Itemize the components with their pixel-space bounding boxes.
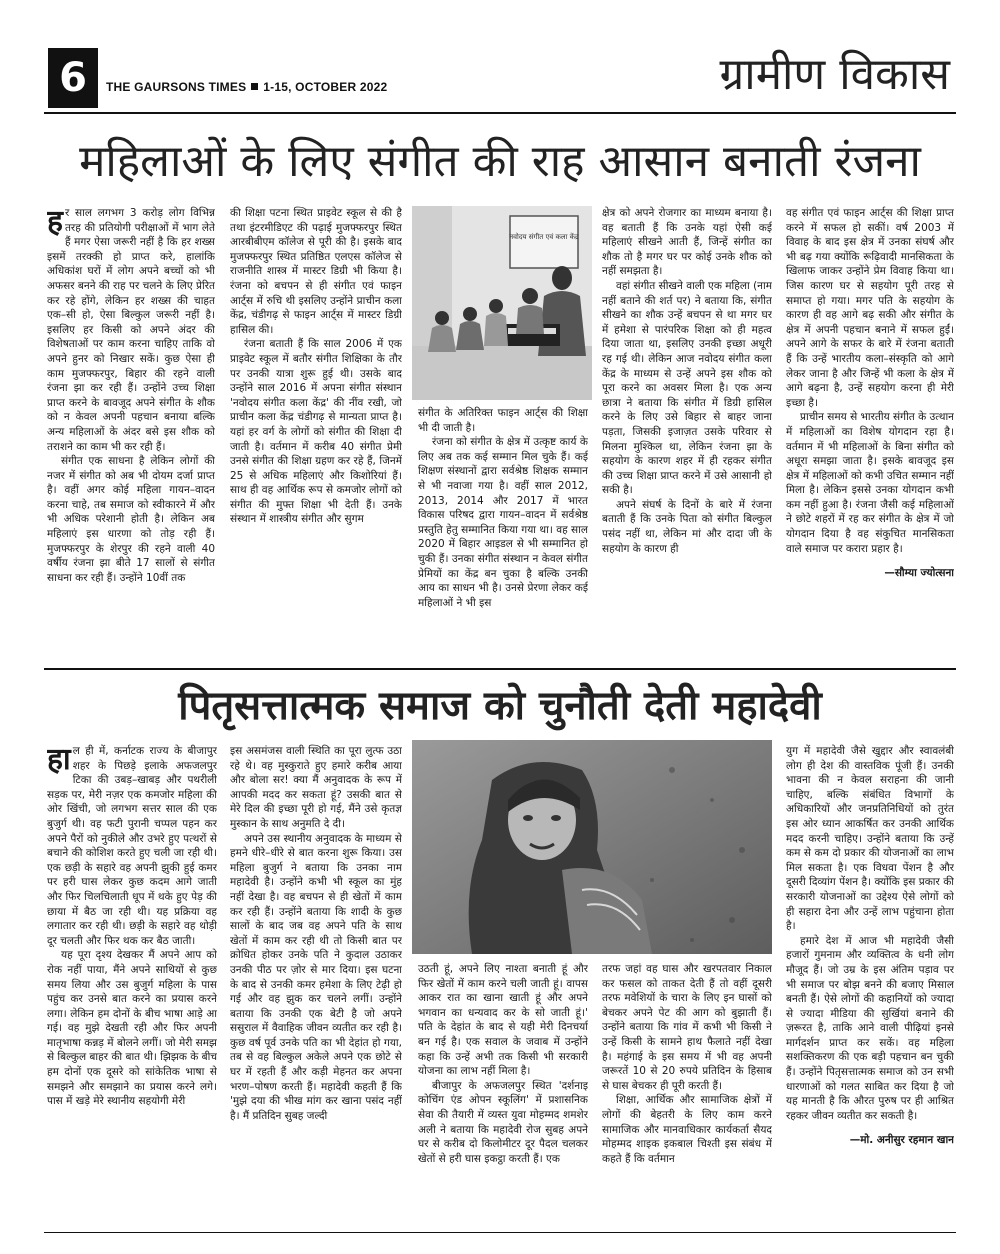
article2-paragraph: तरफ जहां वह घास और खरपतवार निकाल कर फसल को ताकत देती हैं तो वहीं दूसरी तरफ मवेशियों के चारा के लिए इन घासों को बेचकर अपने पेट की आग को बुझाती हैं। उन्होंने बताया कि गांव में कभी भी किसी ने उन्हें किसी के सामने हाथ फैलाते नहीं देखा है। महंगाई के इस समय में भी वह अपनी जरूरतें 10 से 20 रुपये प्रतिदिन के हिसाब से घास बेचकर ही पूरी करती हैं। xyxy=(602,963,772,1092)
bottom-rule xyxy=(44,1232,956,1233)
article1-paragraph: संगीत के अतिरिक्त फाइन आर्ट्स की शिक्षा भी दी जाती है। xyxy=(418,407,588,434)
article2-paragraph: अपने उस स्थानीय अनुवादक के माध्यम से हमने धीरे–धीरे से बात करना शुरू किया। उस महिला बुजुर्ग ने बताया कि उनका नाम महादेवी है। उन्होंने कभी भी स्कूल का मुंह नहीं देखा है। वह बचपन से ही खेतों में काम कर रही हैं। उन्होंने बताया कि शादी के कुछ सालों के बाद जब वह अपने पति के साथ खेतों में काम कर रही थी तो किसी बात पर क्रोधित होकर उनके पति ने कुदाल उठाकर उनकी पीठ पर ज़ोर से मार दिया। इस घटना के बाद से उनकी कमर हमेशा के लिए टेढ़ी हो गई और वह झुक कर चलने लगीं। उन्होंने बताया कि उनकी एक बेटी है जो अपने ससुराल में वैवाहिक जीवन व्यतीत कर रही है। कुछ वर्ष पूर्व उनके पति का भी देहांत हो गया, तब से वह बिल्कुल अकेले अपने एक छोटे से घर में रहती हैं और कड़ी मेहनत कर अपना भरण–पोषण करती हैं। महादेवी कहती हैं कि 'मुझे दया की भीख मांग कर खाना पसंद नहीं है। मैं प्रतिदिन सुबह जल्दी xyxy=(230,832,402,1122)
article1-paragraph: संगीत एक साधना है लेकिन लोगों की नजर में संगीत को अब भी दोयम दर्जा प्राप्त है। वहीं अगर कोई महिला गायन–वादन करना चाहे, तब समाज को स्वीकारने में और भी अधिक परेशानी होती है। लेकिन अब महिलाएं इस धारणा को तोड़ रही हैं। मुजफ्फरपुर के शेरपुर की रहने वाली 40 वर्षीय रंजना झा बीते 17 सालों से संगीत साधना कर रही हैं। उन्होंने 10वीं तक xyxy=(47,455,215,584)
article2-paragraph: इस असमंजस वाली स्थिति का पूरा लुत्फ उठा रहे थे। वह मुस्कुराते हुए हमारे करीब आया और बोला सर! क्या मैं अनुवादक के रूप में आपकी मदद कर सकता हूं? उसकी बात से मेरे दिल की इच्छा पूरी हो गई, मैंने उसे कृतज्ञ मुस्कान के साथ अनुमति दे दी। xyxy=(230,745,402,830)
article1-column-5 xyxy=(786,206,954,658)
separator-square-icon xyxy=(251,83,258,90)
article2-column-2 xyxy=(230,744,402,1226)
article1-dropcap: ह xyxy=(47,206,63,239)
masthead xyxy=(44,46,956,110)
article2-dropcap: हा xyxy=(47,744,71,777)
article2-paragraph: उठती हूं, अपने लिए नाश्ता बनाती हूं और फिर खेतों में काम करने चली जाती हूं। वापस आकर रात का खाना खाती हूं और अपने भगवान का धन्यवाद कर के सो जाती हूं।' पति के देहांत के बाद से यही मेरी दिनचर्या बन गई है। एक सवाल के जवाब में उन्होंने कहा कि उन्हें अभी तक किसी भी सरकारी योजना का लाभ नहीं मिला है। xyxy=(418,963,588,1078)
music-class-photo xyxy=(412,206,592,400)
article2-column-5 xyxy=(786,744,954,1226)
section-title: ग्रामीण विकास xyxy=(719,49,950,100)
article2-paragraph: यह पूरा दृश्य देखकर मैं अपने आप को रोक नहीं पाया, मैंने अपने साथियों से कुछ समय लिया और उस बुजुर्ग महिला के पास पहुंच कर उनसे बात करने का प्रयास करने लगा। लेकिन हम दोनों के बीच भाषा आड़े आ गई। वह मुझे देखती रही और फिर अपनी मातृभाषा कन्नड़ में बोलने लगीं। जो मेरी समझ से बिल्कुल बाहर की बात थी। झिझक के बीच हम दोनों एक दूसरे को सांकेतिक भाषा से समझने और समझाने का प्रयास करने लगे। पास में खड़े मेरे स्थानीय सहयोगी मेरी xyxy=(47,949,217,1108)
article1-paragraph: अपने संघर्ष के दिनों के बारे में रंजना बताती हैं कि उनके पिता को संगीत बिल्कुल पसंद नहीं था, लेकिन मां और दादा जी के सहयोग के कारण ही xyxy=(602,498,772,555)
article1-column-3 xyxy=(418,406,588,658)
article2-paragraph: युग में महादेवी जैसे खुद्दार और स्वावलंबी लोग ही देश की वास्तविक पूंजी हैं। उनकी भावना की न केवल सराहना की जानी चाहिए, बल्कि संबंधित विभागों के अधिकारियों और जनप्रतिनिधियों को तुरंत इस ओर ध्यान आकर्षित कर उनकी आर्थिक मदद करनी चाहिए। उन्होंने बताया कि उन्हें कम से कम दो प्रकार की योजनाओं का लाभ मिल सकता है। एक विधवा पेंशन है और दूसरी दिव्यांग पेंशन है। क्योंकि इस प्रकार की सरकारी योजनाओं का उद्देश्य ऐसे लोगों को ही सहारा देना और उन्हें लाभ पहुंचाना होता है। xyxy=(786,745,954,933)
article1-paragraph: वहां संगीत सीखने वाली एक महिला (नाम नहीं बताने की शर्त पर) ने बताया कि, संगीत सीखने का शौक उन्हें बचपन से था मगर घर में हमेशा से पारंपरिक शिक्षा को ही महत्व दिया जाता था, इसलिए उनकी इच्छा अधूरी रह गई थी। लेकिन आज नवोदय संगीत कला केंद्र के माध्यम से उन्हें अपने इस शौक को पूरा करने का अवसर मिला है। एक अन्य छात्रा ने बताया कि संगीत में डिग्री हासिल करने के लिए उसे बिहार से बाहर जाना पड़ता, जिसकी इजाज़त उसके परिवार से मिलना मुश्किल था, लेकिन रंजना झा के सहयोग के कारण शहर में ही रहकर संगीत की उच्च शिक्षा प्राप्त करने में उसे आसानी हो सकी है। xyxy=(602,279,772,497)
article1-paragraph: प्राचीन समय से भारतीय संगीत के उत्थान में महिलाओं का विशेष योगदान रहा है। वर्तमान में भी महिलाओं के बिना संगीत को अधूरा समझा जाता है। इसके बावजूद इस क्षेत्र में महिलाओं को कभी उचित सम्मान नहीं मिला है। लेकिन इससे उनका योगदान कभी कम नहीं हुआ है। रंजना जैसी कई महिलाओं ने छोटे शहरों में रह कर संगीत के क्षेत्र में जो योगदान दिया है वह संकुचित मानसिकता वाले समाज पर करारा प्रहार है। xyxy=(786,411,954,555)
article2-paragraph: हाल ही में, कर्नाटक राज्य के बीजापुर शहर के पिछड़े इलाके अफजलपुर टिका की उबड़–खाबड़ और पथरीली सड़क पर, मेरी नज़र एक कमजोर महिला की ओर खिंची, जो लगभग सत्तर साल की एक बुजुर्ग थी। वह फटी पुरानी चप्पल पहन कर अपने पैरों को नुकीले और उभरे हुए पत्थरों से बचाने की कोशिश करते हुए चली जा रही थी। एक छड़ी के सहारे वह अपनी झुकी हुई कमर पर हरी घास लेकर कुछ कदम आगे जाती और फिर चिलचिलाती धूप में थके हुए पेड़ की छाया में बैठ जा रही थी। यह प्रक्रिया वह लगातार कर रही थी। छड़ी के सहारे वह थोड़ी दूर चलती और फिर थक कर बैठ जाती। xyxy=(47,744,217,947)
article2-paragraph: बीजापुर के अफजलपुर स्थित 'दर्शनाइ कोचिंग एंड ओपन स्कूलिंग' में प्रशासनिक सेवा की तैयारी में व्यस्त युवा मोहम्मद शमशेर अली ने बताया कि महादेवी रोज सुबह अपने घर से करीब दो किलोमीटर दूर पैदल चलकर खेतों से हरी घास इकट्ठा करती हैं। एक xyxy=(418,1079,588,1165)
article2-column-3 xyxy=(418,962,588,1226)
article1-column-2 xyxy=(230,206,402,658)
article2-column-4 xyxy=(602,962,772,1226)
article1-paragraph: वह संगीत एवं फाइन आर्ट्स की शिक्षा प्राप्त करने में सफल हो सकीं। वर्ष 2003 में विवाह के बाद इस क्षेत्र में उनका संघर्ष और भी बढ़ गया क्योंकि रूढ़िवादी मानसिकता के खिलाफ जाकर उन्होंने प्रेम विवाह किया था। जिस कारण घर से सहयोग पूरी तरह से समाप्त हो गया। मगर पति के सहयोग के कारण ही वह आगे बढ़ सकी और संगीत के क्षेत्र में अपनी पहचान बनाने में सफल हुईं। अपने आगे के सफर के बारे में रंजना बताती हैं कि उन्हें भारतीय कला–संस्कृति को आगे लेकर जाना है और जिन्हें भी कला के क्षेत्र में आगे बढ़ना है, उन्हें सहयोग करना ही मेरी इच्छा है। xyxy=(786,207,954,409)
issue-date: 1-15, OCTOBER 2022 xyxy=(263,80,388,94)
article1-paragraph: रंजना को संगीत के क्षेत्र में उत्कृष्ट कार्य के लिए अब तक कई सम्मान मिल चुके हैं। कई शिक्षण संस्थानों द्वारा सर्वश्रेष्ठ शिक्षक सम्मान से भी नवाजा गया है। वहीं साल 2012, 2013, 2014 और 2017 में भारत विकास परिषद द्वारा गायन–वादन में सर्वश्रेष्ठ प्रस्तुति हेतु सम्मानित किया गया था। वह साल 2020 में बिहार आइडल से भी सम्मानित हो चुकी हैं। उनका संगीत संस्थान न केवल संगीत प्रेमियों का केंद्र बन चुका है बल्कि उनकी आय का साधन भी है। उनसे प्रेरणा लेकर कई महिलाओं ने भी इस xyxy=(418,436,588,609)
article1-column-1 xyxy=(47,206,215,658)
elderly-woman-photo xyxy=(412,740,772,954)
article2-byline: —मो. अनीसुर रहमान खान xyxy=(849,1134,954,1147)
masthead-rule xyxy=(44,112,956,114)
paper-info xyxy=(106,80,387,94)
article1-byline: —सौम्या ज्योत्सना xyxy=(884,567,954,580)
paper-name: THE GAURSONS TIMES xyxy=(106,80,247,94)
article1-headline: महिलाओं के लिए संगीत की राह आसान बनाती रंजना xyxy=(79,136,921,187)
article2-paragraph: शिक्षा, आर्थिक और सामाजिक क्षेत्रों में लोगों की बेहतरी के लिए काम करने सामाजिक और मानवाधिकार कार्यकर्ता सैयद मोहम्मद शाइक इकबाल चिश्ती इस संबंध में कहते हैं कि वर्तमान xyxy=(602,1094,772,1165)
page-number: 6 xyxy=(48,48,98,108)
photo-sign-text: नवोदय संगीत एवं कला केंद्र xyxy=(509,233,579,241)
article1-paragraph: रंजना बताती हैं कि साल 2006 में एक प्राइवेट स्कूल में बतौर संगीत शिक्षिका के तौर पर उनकी यात्रा शुरू हुई थी। उसके बाद उन्होंने साल 2016 में अपना संगीत संस्थान 'नवोदय संगीत कला केंद्र' की नींव रखी, जो प्राचीन कला केंद्र चंडीगढ़ से मान्यता प्राप्त है। यहां हर वर्ग के लोगों को संगीत की शिक्षा दी जाती है। वर्तमान में करीब 40 संगीत प्रेमी उनसे संगीत की शिक्षा ग्रहण कर रहे हैं, जिनमें 25 से अधिक महिलाएं और किशोरियां हैं। साथ ही वह आर्थिक रूप से कमजोर लोगों को संगीत की मुफ्त शिक्षा भी देती हैं। उनके संस्थान में शास्त्रीय संगीत और सुगम xyxy=(230,338,402,526)
article1-paragraph: की शिक्षा पटना स्थित प्राइवेट स्कूल से की है तथा इंटरमीडिएट की पढ़ाई मुजफ्फरपुर स्थित आरबीबीएम कॉलेज से पूरी की है। इसके बाद मुजफ्फरपुर स्थित प्रतिष्ठित एलएस कॉलेज से राजनीति शास्त्र में मास्टर डिग्री भी किया है। रंजना को बचपन से ही संगीत एवं फाइन आर्ट्स में रुचि थी इसलिए उन्होंने प्राचीन कला केंद्र, चंडीगढ़ से फाइन आर्ट्स में मास्टर डिग्री हासिल की। xyxy=(230,207,402,336)
article-divider xyxy=(44,668,956,670)
article2-headline: पितृसत्तात्मक समाज को चुनौती देती महादेवी xyxy=(178,683,822,729)
article2-column-1 xyxy=(47,744,217,1226)
article1-paragraph: हर साल लगभग 3 करोड़ लोग विभिन्न तरह की प्रतियोगी परीक्षाओं में भाग लेते हैं मगर ऐसा जरूरी नहीं है कि हर शख्स इसमें तरक्की हो प्राप्त करे, हालांकि अधिकांश घरों में लोग अपने बच्चों को भी अफसर बनने की राह पर चलने के लिए प्रेरित कर रहे होंगे, लेकिन हर शख्स की चाहत एक–सी हो, ऐसा बिल्कुल जरूरी नहीं है। इसलिए हर किसी को अपने अंदर की विशेषताओं पर काम करना चाहिए ताकि वो अपने हुनर को निखार सकें। कुछ ऐसा ही काम मुजफ्फरपुर, बिहार की रहने वाली रंजना झा कर रही हैं। उन्होंने उच्च शिक्षा प्राप्त करने के बावजूद अपने संगीत के शौक को न केवल अपनी पहचान बनाया बल्कि अन्य महिलाओं के अंदर बसे इस शौक को तराशने का काम भी कर रही हैं। xyxy=(47,206,215,453)
article2-paragraph: हमारे देश में आज भी महादेवी जैसी हजारों गुमनाम और व्यक्तित्व के धनी लोग मौजूद हैं। जो उम्र के इस अंतिम पड़ाव पर भी समाज पर बोझ बनने की बजाए मिसाल बनती हैं। ऐसे लोगों की कहानियों को ज्यादा से ज्यादा मीडिया की सुर्खियां बनाने की ज़रूरत है, ताकि आने वाली पीढ़ियां इनसे मार्गदर्शन प्राप्त कर सकें। वह महिला सशक्तिकरण की एक बड़ी पहचान बन चुकी हैं। उन्होंने पितृसत्तात्मक समाज को उन सभी धारणाओं को गलत साबित कर दिया है जो यह मानती है कि औरत पुरुष पर ही आश्रित रहकर जीवन व्यतीत कर सकती है। xyxy=(786,934,954,1122)
article1-column-4 xyxy=(602,206,772,658)
article1-paragraph: क्षेत्र को अपने रोजगार का माध्यम बनाया है। वह बताती हैं कि उनके यहां ऐसी कई महिलाएं सीखने आती हैं, जिन्हें संगीत का शौक तो है मगर घर पर कोई उनके शौक को नहीं समझता है। xyxy=(602,207,772,278)
